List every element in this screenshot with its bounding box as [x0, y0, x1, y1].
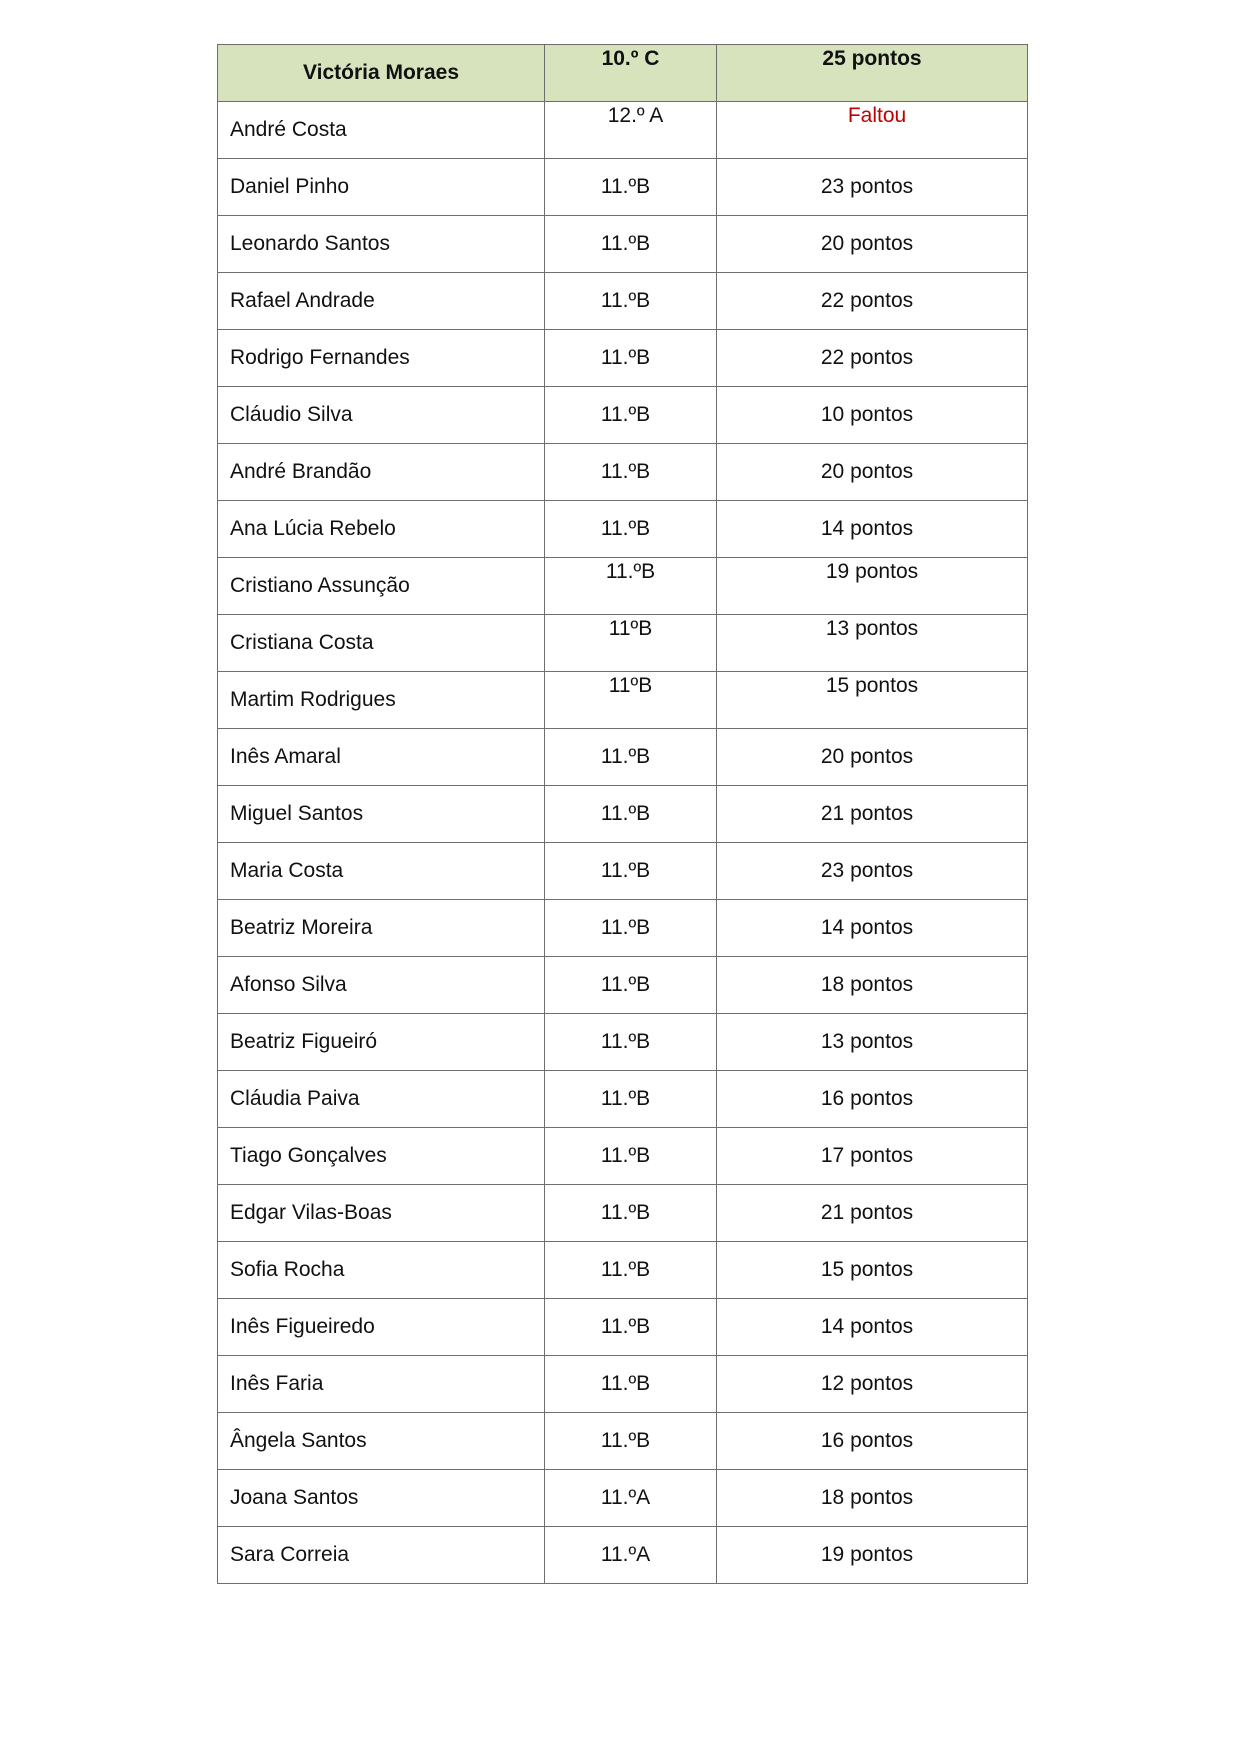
student-name-cell: Cristiano Assunção	[218, 558, 545, 615]
score-cell	[717, 330, 1028, 387]
student-name-cell: Inês Faria	[218, 1356, 545, 1413]
score-text: Faltou	[847, 104, 907, 127]
class-cell	[545, 1356, 717, 1413]
student-name-cell: Maria Costa	[218, 843, 545, 900]
table-row	[218, 1527, 1028, 1584]
score-cell	[717, 216, 1028, 273]
class-text: 11.ºB	[605, 560, 656, 583]
student-name-cell: Sofia Rocha	[218, 1242, 545, 1299]
score-text: 16 pontos	[820, 1087, 914, 1110]
score-text: 10 pontos	[820, 403, 914, 426]
student-name-cell: Beatriz Figueiró	[218, 1014, 545, 1071]
class-text: 11.ºB	[600, 1030, 651, 1053]
class-cell	[545, 1413, 717, 1470]
class-cell	[545, 387, 717, 444]
table-row	[218, 672, 1028, 729]
class-text: 11.ºA	[600, 1486, 651, 1509]
table-header-row	[218, 45, 1028, 102]
score-cell	[717, 900, 1028, 957]
table-row	[218, 1413, 1028, 1470]
table-row	[218, 900, 1028, 957]
class-cell	[545, 615, 717, 672]
score-text: 20 pontos	[820, 232, 914, 255]
student-name-cell: Leonardo Santos	[218, 216, 545, 273]
class-text: 11.ºB	[600, 916, 651, 939]
score-cell	[717, 843, 1028, 900]
header-class-text: 10.º C	[601, 47, 660, 70]
score-text: 22 pontos	[820, 346, 914, 369]
score-text: 22 pontos	[820, 289, 914, 312]
score-cell	[717, 387, 1028, 444]
table-row	[218, 843, 1028, 900]
class-text: 11.ºB	[600, 403, 651, 426]
student-name-cell: André Costa	[218, 102, 545, 159]
student-name-cell: Tiago Gonçalves	[218, 1128, 545, 1185]
table-row	[218, 558, 1028, 615]
score-cell	[717, 729, 1028, 786]
header-score-cell	[717, 45, 1028, 102]
score-text: 19 pontos	[825, 560, 919, 583]
score-cell	[717, 1128, 1028, 1185]
score-text: 23 pontos	[820, 175, 914, 198]
class-cell	[545, 102, 717, 159]
score-text: 14 pontos	[820, 916, 914, 939]
class-cell	[545, 330, 717, 387]
table-row	[218, 102, 1028, 159]
class-text: 11.ºB	[600, 802, 651, 825]
student-name-cell: Ana Lúcia Rebelo	[218, 501, 545, 558]
student-name-cell: Inês Amaral	[218, 729, 545, 786]
table-row	[218, 1071, 1028, 1128]
student-name-cell: Beatriz Moreira	[218, 900, 545, 957]
student-name-cell: Inês Figueiredo	[218, 1299, 545, 1356]
class-cell	[545, 957, 717, 1014]
score-cell	[717, 1242, 1028, 1299]
score-cell	[717, 957, 1028, 1014]
student-name-cell: Cláudio Silva	[218, 387, 545, 444]
class-text: 11.ºB	[600, 1144, 651, 1167]
class-cell	[545, 729, 717, 786]
table-row	[218, 444, 1028, 501]
class-text: 11.ºB	[600, 346, 651, 369]
class-cell	[545, 1071, 717, 1128]
class-text: 11.ºB	[600, 859, 651, 882]
score-text: 23 pontos	[820, 859, 914, 882]
class-cell	[545, 273, 717, 330]
class-cell	[545, 900, 717, 957]
class-text: 11ºB	[608, 674, 653, 697]
table-row	[218, 786, 1028, 843]
student-name-cell: Rafael Andrade	[218, 273, 545, 330]
score-text: 14 pontos	[820, 1315, 914, 1338]
class-text: 11.ºB	[600, 1372, 651, 1395]
student-name-cell: Sara Correia	[218, 1527, 545, 1584]
score-cell	[717, 1356, 1028, 1413]
class-cell	[545, 1470, 717, 1527]
class-cell	[545, 159, 717, 216]
score-cell	[717, 1527, 1028, 1584]
table-row	[218, 1242, 1028, 1299]
student-name-cell: Cristiana Costa	[218, 615, 545, 672]
class-text: 11.ºB	[600, 517, 651, 540]
score-cell	[717, 273, 1028, 330]
header-score-text: 25 pontos	[822, 47, 922, 70]
class-cell	[545, 1185, 717, 1242]
class-cell	[545, 501, 717, 558]
score-cell	[717, 501, 1028, 558]
score-cell	[717, 102, 1028, 159]
student-name-cell: Miguel Santos	[218, 786, 545, 843]
score-text: 21 pontos	[820, 1201, 914, 1224]
score-text: 13 pontos	[825, 617, 919, 640]
class-cell	[545, 444, 717, 501]
header-class-cell	[545, 45, 717, 102]
score-cell	[717, 786, 1028, 843]
class-text: 11.ºB	[600, 1201, 651, 1224]
class-text: 11.ºB	[600, 232, 651, 255]
table-row	[218, 1185, 1028, 1242]
class-cell	[545, 672, 717, 729]
table-row	[218, 1356, 1028, 1413]
class-text: 11.ºB	[600, 745, 651, 768]
scores-table	[217, 44, 1028, 1584]
score-cell	[717, 615, 1028, 672]
class-text: 11.ºB	[600, 1315, 651, 1338]
student-name-cell: Cláudia Paiva	[218, 1071, 545, 1128]
table-row	[218, 957, 1028, 1014]
score-cell	[717, 1470, 1028, 1527]
score-text: 21 pontos	[820, 802, 914, 825]
table-row	[218, 1128, 1028, 1185]
table-row	[218, 729, 1028, 786]
score-text: 20 pontos	[820, 745, 914, 768]
table-row	[218, 1470, 1028, 1527]
score-cell	[717, 1014, 1028, 1071]
class-text: 11.ºB	[600, 289, 651, 312]
score-text: 13 pontos	[820, 1030, 914, 1053]
class-cell	[545, 1014, 717, 1071]
score-text: 18 pontos	[820, 973, 914, 996]
class-cell	[545, 1128, 717, 1185]
class-text: 11.ºB	[600, 460, 651, 483]
class-text: 11ºB	[608, 617, 653, 640]
score-cell	[717, 1299, 1028, 1356]
score-text: 20 pontos	[820, 460, 914, 483]
class-text: 11.ºB	[600, 973, 651, 996]
score-text: 15 pontos	[825, 674, 919, 697]
class-cell	[545, 1527, 717, 1584]
table-row	[218, 1014, 1028, 1071]
class-cell	[545, 1242, 717, 1299]
class-cell	[545, 786, 717, 843]
class-text: 11.ºB	[600, 1258, 651, 1281]
score-cell	[717, 558, 1028, 615]
table-row	[218, 216, 1028, 273]
class-cell	[545, 843, 717, 900]
score-text: 18 pontos	[820, 1486, 914, 1509]
class-text: 11.ºB	[600, 175, 651, 198]
class-text: 11.ºB	[600, 1429, 651, 1452]
score-cell	[717, 1185, 1028, 1242]
class-text: 11.ºB	[600, 1087, 651, 1110]
table-row	[218, 1299, 1028, 1356]
class-cell	[545, 216, 717, 273]
score-cell	[717, 1071, 1028, 1128]
table-row	[218, 501, 1028, 558]
score-cell	[717, 159, 1028, 216]
table-row	[218, 159, 1028, 216]
score-text: 15 pontos	[820, 1258, 914, 1281]
student-name-cell: Martim Rodrigues	[218, 672, 545, 729]
student-name-cell: Joana Santos	[218, 1470, 545, 1527]
student-name-cell: Rodrigo Fernandes	[218, 330, 545, 387]
student-name-cell: Edgar Vilas-Boas	[218, 1185, 545, 1242]
student-name-cell: André Brandão	[218, 444, 545, 501]
table-row	[218, 387, 1028, 444]
student-name-cell: Ângela Santos	[218, 1413, 545, 1470]
table-row	[218, 273, 1028, 330]
student-name-cell: Afonso Silva	[218, 957, 545, 1014]
class-text: 12.º A	[607, 104, 664, 127]
class-cell	[545, 1299, 717, 1356]
score-text: 17 pontos	[820, 1144, 914, 1167]
score-text: 12 pontos	[820, 1372, 914, 1395]
score-cell	[717, 672, 1028, 729]
student-name-cell: Daniel Pinho	[218, 159, 545, 216]
score-cell	[717, 444, 1028, 501]
class-text: 11.ºA	[600, 1543, 651, 1566]
score-text: 16 pontos	[820, 1429, 914, 1452]
class-cell	[545, 558, 717, 615]
table-row	[218, 330, 1028, 387]
score-text: 14 pontos	[820, 517, 914, 540]
header-name-cell: Victória Moraes	[218, 45, 545, 102]
score-text: 19 pontos	[820, 1543, 914, 1566]
table-row	[218, 615, 1028, 672]
score-cell	[717, 1413, 1028, 1470]
